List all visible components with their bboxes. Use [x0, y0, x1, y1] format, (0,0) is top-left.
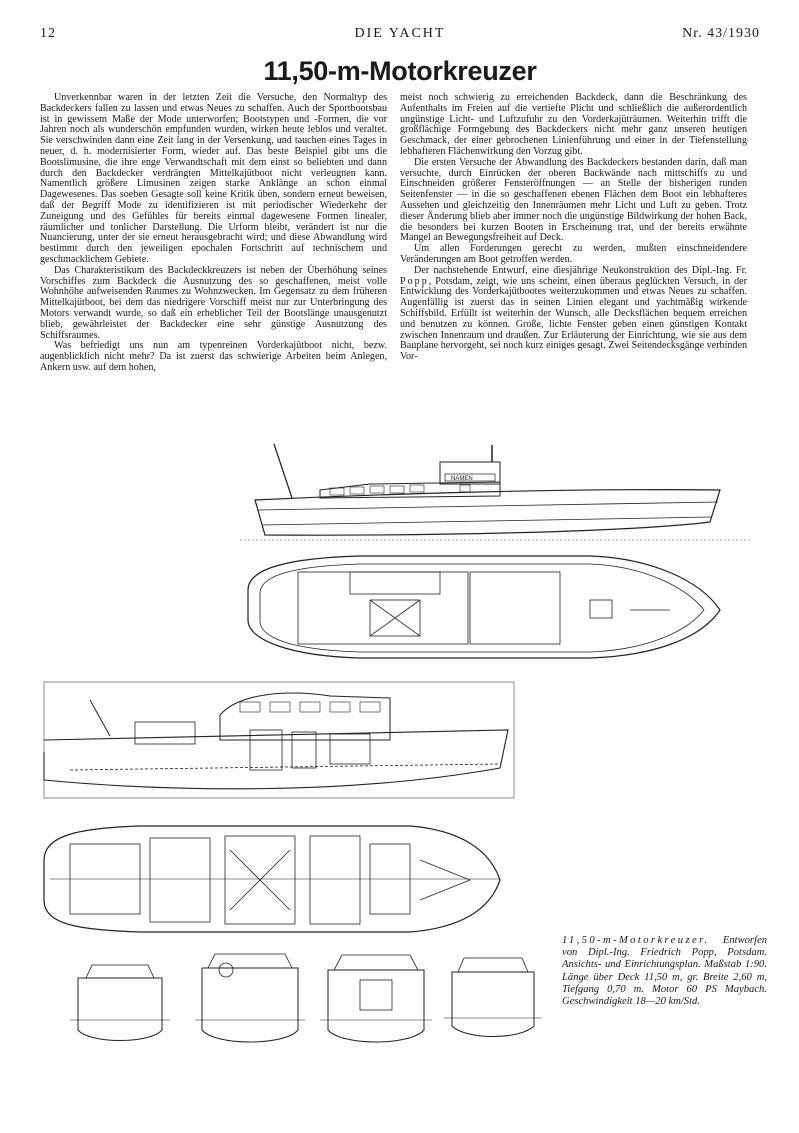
caption-title: 11,50-m-Motorkreuzer. — [562, 935, 710, 946]
deck-plan — [248, 556, 720, 658]
longitudinal-section — [44, 682, 514, 798]
name-board-label: NAMEN — [451, 476, 473, 482]
paragraph: meist noch schwierig zu erreichenden Backdeck, dann die Beschränkung des Aufenthalts im Freien auf die vertiefte Plicht und schließlich die außerordentlich ungünstige Licht- und Luftzufuhr zu den Vorderkajüträumen. Weiterhin trifft die großflächige Formgebung des Backdeckers nicht mehr ganz unseren heutigen Geschmack, der einer gebrochenen Linienführung und einer in der Tiefenstellung lebhafteren Flächenwirkung den Vorzug gibt. — [400, 92, 747, 157]
interior-plan — [44, 826, 500, 932]
paragraph: Das Charakteristikum des Backdeckkreuzers ist neben der Überhöhung seines Vorschiffes zum Backdeck die Ausnutzung des so geschaffenen, meist volle Wohnhöhe aufweisenden Raumes zu Wohnzwecken. Im Gegensatz zu dem früheren Mittelkajütboot, bei dem das niedrigere Vorschiff meist nur zur Unterbringung des Motors verwandt wurde, so daß ein erheblicher Teil der Bootslänge unausgenutzt blieb, gewährleistet der Backdecker eine sehr günstige Ausnutzung des Schiffsraumes. — [40, 264, 387, 341]
article-title: 11,50-m-Motorkreuzer — [263, 56, 537, 86]
magazine-title: DIE YACHT — [354, 26, 446, 41]
designer-name: Popp — [400, 275, 429, 287]
left-column — [40, 93, 387, 374]
paragraph: Was befriedigt uns nun am typenreinen Vorderkajütboot nicht, bezw. augenblicklich nicht mehr? Da ist zuerst das schwierige Arbeiten beim Anlegen, Ankern usw. auf dem hohen, — [40, 340, 387, 373]
cross-sections — [70, 954, 542, 1042]
right-column — [400, 93, 747, 363]
paragraph: Die ersten Versuche der Abwandlung des Backdeckers bestanden darin, daß man versuchte, durch Einrücken der oberen Backwände nach mittschiffs zu und Einschneiden größerer Fensteröffnungen — an Stelle der bisherigen runden Seitenfenster — in die so geschaffenen ebenen Flächen dem Boot ein lebhafteres Aussehen und gleichzeitig den Innenräumen mehr Licht und Luft zu geben. Trotz dieser Änderung blieb aber immer noch die ungünstige Bildwirkung der hohen Back, die besonders bei kurzen Booten in Erscheinung trat, und der bereits erwähnte Mangel an Bewegungsfreiheit auf Deck. — [400, 156, 747, 244]
page-number: 12 — [40, 26, 56, 41]
paragraph: Der nachstehende Entwurf, eine diesjährige Neukonstruktion des Dipl.-Ing. Fr. Popp, Potsdam, zeigt, wie uns scheint, einen überaus geglückten Versuch, in der Entwicklung des Vorderkajütbootes weiterzukommen und etwas Neues zu schaffen. Augenfällig ist zuerst das in seinen Linien elegant und yachtmäßig wirkende Schiffsbild. Erfüllt ist weiterhin der Wunsch, alle Decksflächen bequem erreichen und benutzen zu können. Große, lichte Fenster geben einen günstigen Kontakt zwischen Innenraum und draußen. Zur Erläuterung der Einrichtung, wie sie aus dem Bauplane hervorgeht, sei noch kurz einiges gesagt. Zwei Seitendecksgänge verbinden Vor- — [400, 264, 747, 363]
paragraph: Unverkennbar waren in der letzten Zeit die Versuche, den Normaltyp des Backdeckers fallen zu lassen und etwas Neues zu schaffen. Auch der Sportbootsbau ist in gewissem Maße der Mode unterworfen; Bootstypen und -Formen, die vor Jahren noch als wunderschön empfunden wurden, wirken heute leblos und veraltet. Sie verschwinden dann eine Zeit lang in der Versenkung, und tauchen eines Tages in neuer, d. h. modernisierter Form, wieder auf. Das beste Beispiel gibt uns die Bootslimusine, die ihre enge Verwandtschaft mit dem einst so beliebten und dann durch den Backdecker verdrängten Mittelkajütboot nicht verleugnen kann. Namentlich größere Limusinen zeigen starke Anklänge an schon einmal Dagewesenes. Das soeben Gesagte soll keine Kritik üben, sondern erneut beweisen, daß der Begriff Mode zu identifizieren ist mit periodischer Wiederkehr der Zuneigung und des Gefühles für bereits einmal dagewesene Formen linealer, räumlicher und tonlicher Darstellung. Die Urform bleibt, verändert ist nur die Nuancierung, unter der sie erneut herausgebracht wird; und diese Abwandlung wird bestimmt durch den jeweiligen epochalen Fortschritt auf technischem und geschmacklichem Gebiete. — [40, 92, 387, 265]
running-header — [40, 26, 760, 44]
side-elevation — [240, 444, 750, 540]
paragraph: Um allen Forderungen gerecht zu werden, mußten einschneidendere Veränderungen am Boot getroffen werden. — [400, 243, 747, 265]
issue-number: Nr. 43/1930 — [682, 26, 760, 41]
caption-text: Entworfen von Dipl.-Ing. Friedrich Popp, Potsdam. Ansichts- und Einrichtungsplan. Maßstab 1:90. Länge über Deck 11,50 m, gr. Breite 2,60 m, Tiefgang 0,70 m. Motor 60 PS Maybach. Geschwindigkeit 18—20 km/Std. — [562, 935, 767, 1008]
figure-caption — [562, 935, 767, 1008]
